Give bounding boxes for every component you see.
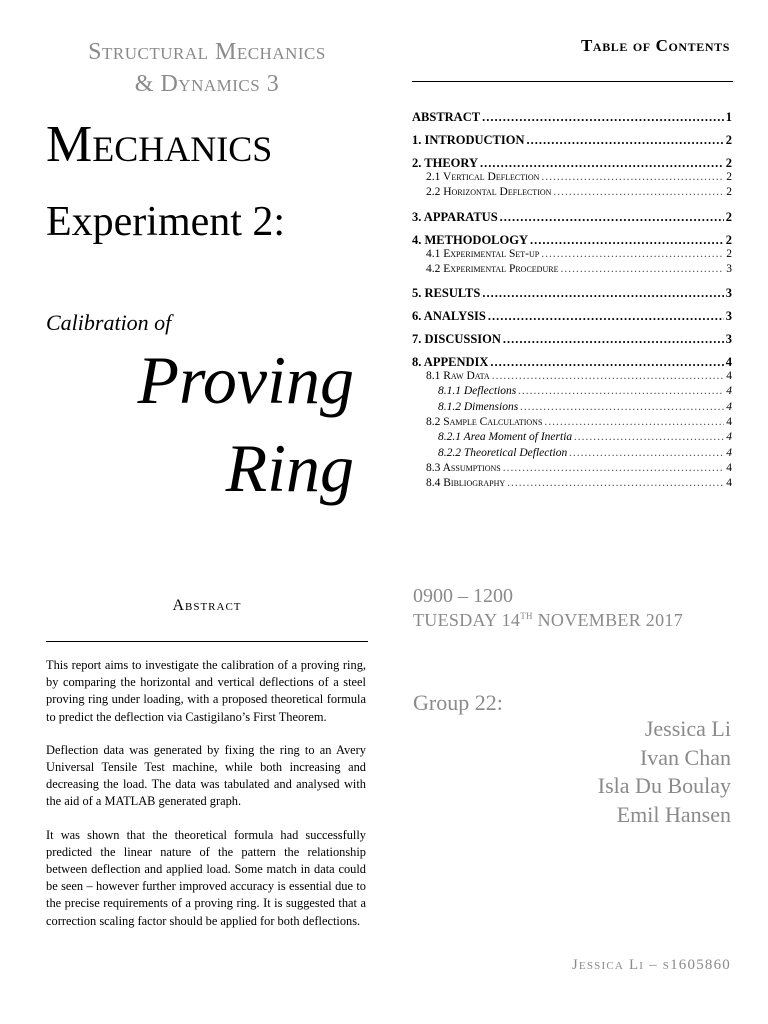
toc-entry-title: 8.2 Sample Calculations: [426, 416, 543, 429]
group-member: Jessica Li: [644, 716, 731, 741]
toc-entry-page: 4: [726, 385, 732, 398]
course-title-line1: Structural Mechanics: [88, 39, 326, 65]
abstract-divider: [46, 641, 368, 642]
report-title-sub: Experiment 2:: [46, 199, 286, 245]
group-label: Group 22:: [413, 690, 503, 715]
session-time: 0900 – 1200: [413, 585, 513, 607]
toc-entry-title: ABSTRACT: [412, 110, 481, 124]
toc-entry-page: 3: [726, 262, 732, 275]
toc-entry-title: 5. RESULTS: [412, 286, 481, 301]
toc-entry-page: 2: [725, 209, 732, 224]
toc-entry-title: 8.1.1 Deflections: [438, 385, 517, 398]
toc-entry-title: 2.1 Vertical Deflection: [426, 171, 540, 183]
toc-leader-dots: [503, 462, 725, 474]
toc-leader-dots: [574, 431, 724, 443]
session-date: [413, 610, 683, 631]
toc-entry[interactable]: [412, 133, 732, 148]
toc-entry[interactable]: [412, 401, 732, 416]
toc-divider: [412, 81, 733, 82]
toc-leader-dots: [527, 133, 724, 148]
toc-leader-dots: [507, 477, 724, 489]
session-date-suffix: TH: [520, 611, 533, 621]
toc-entry-page: 1: [725, 110, 732, 124]
course-title: [46, 36, 368, 100]
toc-leader-dots: [488, 309, 724, 324]
toc-entry-title: 6. ANALYSIS: [412, 309, 486, 324]
toc-entry-page: 4: [726, 416, 732, 429]
toc-leader-dots: [482, 286, 723, 301]
toc-entry-title: 7. DISCUSSION: [412, 332, 501, 347]
footer-author-id: Jessica Li – s1605860: [571, 957, 731, 973]
toc-entry[interactable]: [412, 186, 732, 201]
toc-leader-dots: [503, 332, 724, 347]
toc-leader-dots: [530, 233, 724, 248]
toc-entry-page: 4: [725, 355, 732, 370]
toc-entry[interactable]: [412, 110, 732, 125]
toc-entry[interactable]: [412, 431, 732, 446]
toc-entry[interactable]: [412, 263, 732, 278]
toc-entry-title: 4. METHODOLOGY: [412, 232, 528, 247]
group-member: Ivan Chan: [639, 744, 731, 770]
toc-entry-page: 4: [726, 400, 732, 413]
toc-entry[interactable]: [412, 462, 732, 477]
toc-leader-dots: [541, 248, 724, 260]
toc-leader-dots: [553, 186, 724, 198]
toc-leader-dots: [492, 370, 725, 382]
toc-entry-page: 2: [726, 171, 732, 183]
toc-entry-title: 8.4 Bibliography: [426, 477, 506, 490]
toc-entry[interactable]: [412, 156, 732, 171]
toc-entry-page: 2: [726, 247, 732, 260]
toc-entry-page: 3: [725, 286, 732, 301]
toc-entry[interactable]: [412, 233, 732, 248]
abstract-body: [46, 657, 366, 977]
toc-entry-page: 2: [725, 133, 732, 147]
toc-entry-title: 1. INTRODUCTION: [412, 133, 525, 147]
toc-leader-dots: [490, 355, 723, 370]
toc-entry-title: 2. THEORY: [412, 156, 479, 170]
toc-entry[interactable]: [412, 210, 732, 225]
toc-entry-page: 4: [726, 446, 732, 459]
subtitle-ring: Ring: [225, 430, 354, 506]
toc-entry[interactable]: [412, 248, 732, 263]
toc-entry-title: 8.2.2 Theoretical Deflection: [438, 446, 568, 459]
toc-entry-title: 8.3 Assumptions: [426, 461, 501, 474]
session-date-day: TUESDAY 14: [413, 610, 521, 630]
toc-entry[interactable]: [412, 355, 732, 370]
group-member: Isla Du Boulay: [597, 773, 731, 798]
toc-leader-dots: [518, 385, 724, 397]
toc-entry-title: 4.1 Experimental Set-up: [426, 247, 540, 260]
toc-entry-page: 4: [726, 370, 732, 383]
toc-entry-page: 4: [726, 461, 732, 474]
toc-entry[interactable]: [412, 447, 732, 462]
toc-leader-dots: [544, 416, 724, 428]
toc-entry[interactable]: [412, 171, 732, 186]
group-member: Emil Hansen: [616, 801, 731, 827]
toc-entry[interactable]: [412, 370, 732, 385]
session-date-rest: NOVEMBER 2017: [532, 610, 684, 630]
toc-leader-dots: [500, 210, 724, 225]
toc-leader-dots: [520, 401, 724, 413]
toc-leader-dots: [569, 447, 724, 459]
toc-leader-dots: [541, 171, 724, 183]
toc-entry-title: 8. APPENDIX: [412, 355, 489, 370]
course-title-line2: & Dynamics 3: [134, 71, 280, 97]
toc-entry-page: 3: [725, 332, 732, 347]
toc-heading: Table of Contents: [580, 36, 730, 55]
subtitle-proving: Proving: [137, 342, 354, 418]
toc-entry-title: 8.1 Raw Data: [426, 370, 490, 383]
toc-entry-page: 3: [725, 309, 732, 324]
toc-entry[interactable]: [412, 385, 732, 400]
toc-entry-title: 3. APPARATUS: [412, 209, 498, 224]
toc-entry[interactable]: [412, 309, 732, 324]
toc-entry-page: 2: [726, 186, 732, 199]
toc-entry-page: 2: [725, 156, 732, 170]
toc-entry-page: 2: [725, 232, 732, 247]
toc-entry-page: 4: [726, 477, 732, 490]
toc-entry[interactable]: [412, 286, 732, 301]
toc-leader-dots: [560, 263, 724, 275]
toc-entry-title: 2.2 Horizontal Deflection: [426, 186, 552, 199]
abstract-paragraph: It was shown that the theoretical formula had successfully predicted the linear nature of the pattern the relationship between deflection and applied load. Some match in data could be seen – however further improved accuracy is essential due to the precise requirements of a proving ring. It is suggested that a correction scaling factor should be applied for both deflections.: [46, 827, 366, 928]
subtitle-calibration-of: Calibration of: [46, 310, 172, 335]
table-of-contents: [412, 110, 732, 493]
toc-leader-dots: [480, 156, 724, 171]
toc-entry[interactable]: [412, 477, 732, 492]
abstract-heading: Abstract: [172, 597, 242, 614]
toc-entry-title: 8.1.2 Dimensions: [438, 400, 519, 413]
report-title-main: Mechanics: [46, 116, 273, 173]
abstract-paragraph: This report aims to investigate the calibration of a proving ring, by comparing the horizontal and vertical deflections of a steel proving ring under loading, with a proposed theoretical formula to predict the deflection via Castigilano’s First Theorem.: [46, 658, 366, 724]
abstract-paragraph: Deflection data was generated by fixing the ring to an Avery Universal Tensile Test machine, while both increasing and decreasing the load. The data was tabulated and analysed with the aid of a MATLAB generated graph.: [46, 742, 366, 809]
toc-entry-title: 8.2.1 Area Moment of Inertia: [438, 431, 573, 444]
toc-entry-title: 4.2 Experimental Procedure: [426, 262, 559, 275]
toc-entry[interactable]: [412, 332, 732, 347]
group-members: [412, 715, 731, 829]
toc-leader-dots: [482, 110, 724, 125]
toc-entry-page: 4: [726, 431, 732, 444]
toc-entry[interactable]: [412, 416, 732, 431]
